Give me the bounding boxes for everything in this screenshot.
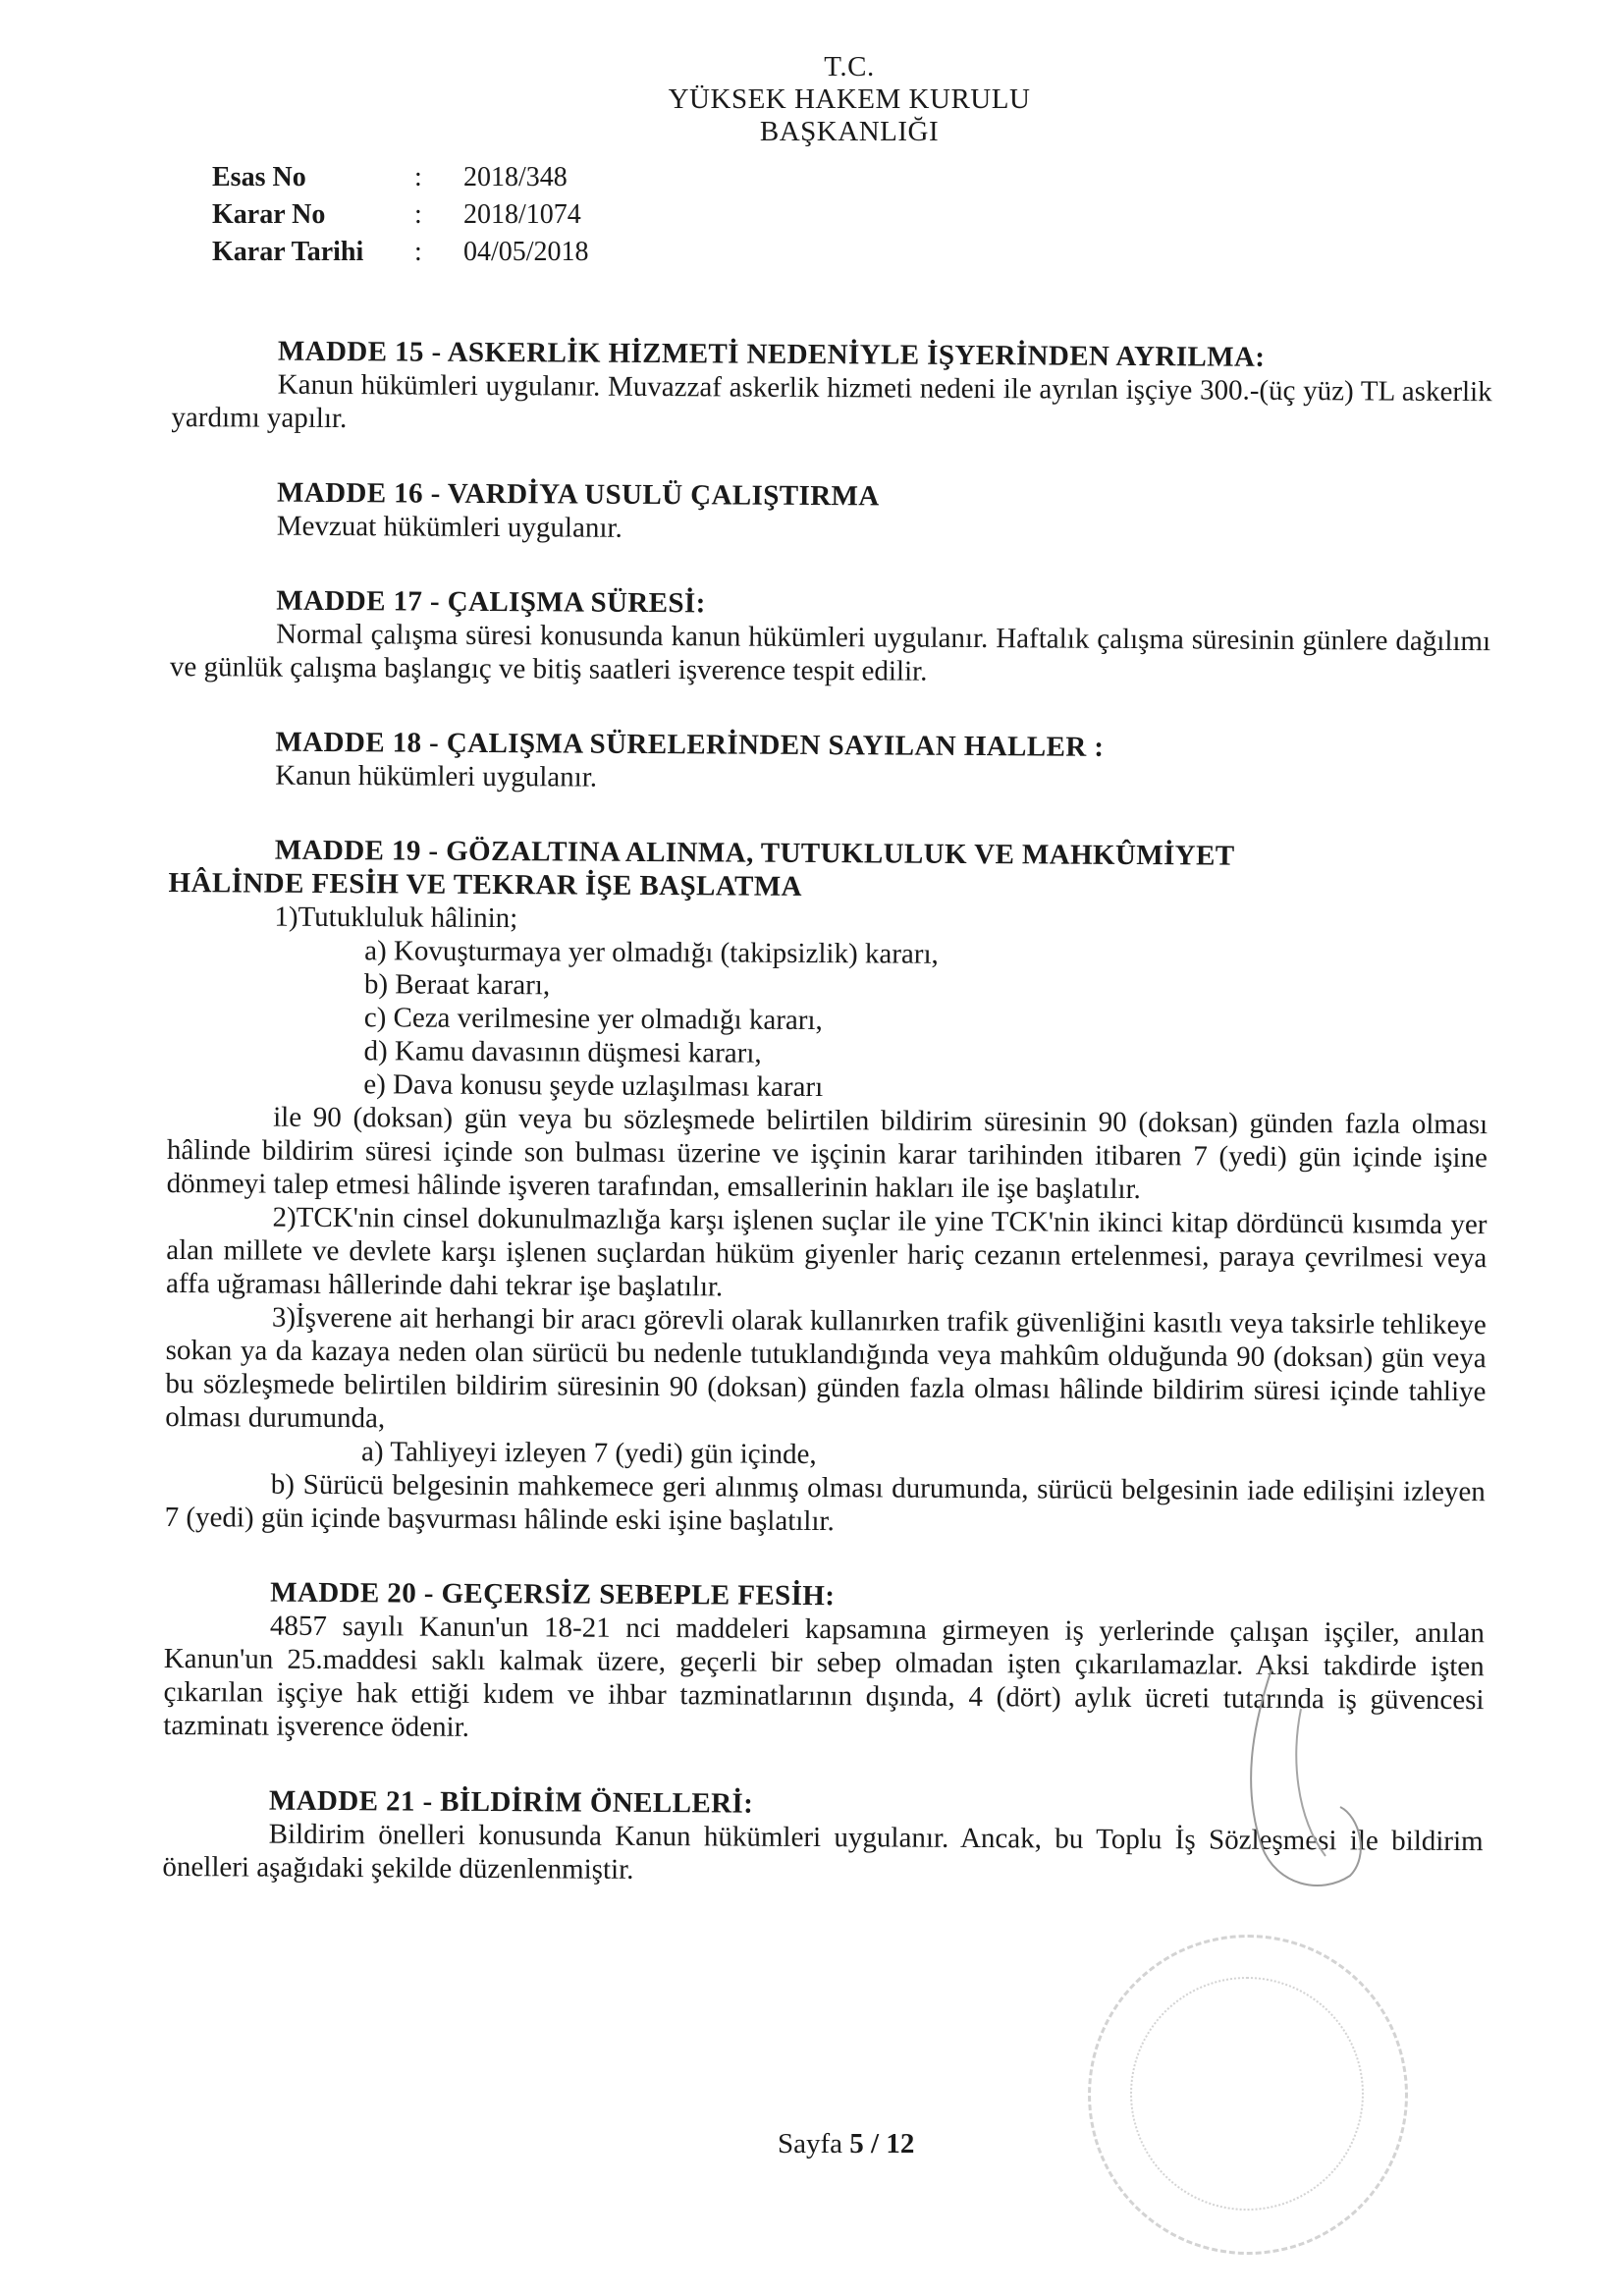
list-item: c) Ceza verilmesine yer olmadığı kararı, — [363, 1002, 823, 1037]
section-body: Kanun hükümleri uygulanır. Muvazzaf askerlik hizmeti nedeni ile ayrılan işçiye 300.-(üç yüz) TL askerlik yardımı yapılır. — [171, 368, 1492, 435]
list-item: a) Kovuşturmaya yer olmadığı (takipsizlik) kararı, — [364, 935, 939, 970]
list-item: e) Dava konusu şeyde uzlaşılması kararı — [363, 1068, 824, 1104]
official-seal — [1088, 1935, 1408, 2255]
section-body: Normal çalışma süresi konusunda kanun hükümleri uygulanır. Haftalık çalışma süresinin günlere dağılımı ve günlük çalışma başlangıç ve bitiş saatleri işverence tespit edilir. — [169, 618, 1491, 687]
meta-value: 2018/1074 — [463, 199, 581, 230]
meta-row-karar — [212, 196, 589, 234]
section-madde-15 — [171, 334, 1492, 442]
header-country: T.C. — [824, 51, 875, 82]
list-item: a) Tahliyeyi izleyen 7 (yedi) gün içinde, — [360, 1436, 817, 1471]
case-metadata — [212, 159, 589, 271]
section-body: Mevzuat hükümleri uygulanır. — [276, 510, 622, 544]
page-prefix: Sayfa — [778, 2128, 850, 2159]
section-heading: MADDE 15 - ASKERLİK HİZMETİ NEDENİYLE İŞYERİNDEN AYRILMA: — [277, 335, 1266, 373]
meta-row-tarih — [212, 234, 589, 271]
section-madde-18 — [169, 725, 1489, 799]
meta-label: Karar No — [212, 199, 326, 230]
handwritten-signature — [1232, 1650, 1389, 1905]
section-body: Bildirim önelleri konusunda Kanun hükümleri uygulanır. Ancak, bu Toplu İş Sözleşmesi ile bildirim önelleri aşağıdaki şekilde düzenlenmiştir. — [162, 1818, 1484, 1886]
section-heading: MADDE 18 - ÇALIŞMA SÜRELERİNDEN SAYILAN HALLER : — [275, 726, 1105, 763]
item-1-intro: 1)Tutukluluk hâlinin; — [274, 901, 518, 935]
meta-label: Esas No — [212, 162, 306, 192]
section-body: 4857 sayılı Kanun'un 18-21 nci maddeleri kapsamına girmeyen iş yerlerinde çalışan işçiler, anılan Kanun'un 25.maddesi saklı kalmak üzere, geçerli bir sebep olmadan işten çıkarılamazlar. Aksi takdirde işten çıkarılan işçiye hak ettiği kıdem ve ihbar tazminatlarının dışında, 4 (dört) aylık ücreti tutarında iş güvencesi tazminatı işverence ödenir. — [163, 1610, 1486, 1743]
item-3: 3)İşverene ait herhangi bir aracı görevli olarak kullanırken trafik güvenliğini kasıtlı veya taksirle tehlikeye sokan ya da kazaya neden olan sürücü bu nedenle tutuklandığında veya mahkûm olduğunda 90 (doksan) gün veya bu sözleşmede belirtilen bildirim süresinin 90 (doksan) günden fazla olması hâlinde bildirim süresi içinde tahliye olması durumunda, — [165, 1301, 1487, 1435]
header-office: BAŞKANLIĞI — [759, 116, 940, 147]
page-number — [778, 2128, 914, 2160]
page-total: 12 — [886, 2128, 915, 2159]
item-2: 2)TCK'nin cinsel dokunulmazlığa karşı işlenen suçlar ile yine TCK'nin ikinci kitap dördüncü kısımda yer alan millete ve devlete karşı işlenen suçlardan hüküm giyenler hariç cezanın ertelenmesi, paraya çevrilmesi veya affa uğraması hâllerinde dahi tekrar işe başlatılır. — [165, 1201, 1488, 1303]
section-heading: MADDE 21 - BİLDİRİM ÖNELLERİ: — [268, 1784, 754, 1820]
list-item: b) Beraat kararı, — [363, 968, 551, 1002]
meta-separator: : — [414, 199, 422, 230]
list-item: b) Sürücü belgesinin mahkemece geri alınmış olması durumunda, sürücü belgesinin iade edilişini izleyen 7 (yedi) gün içinde başvurması hâlinde eski işine başlatılır. — [164, 1468, 1486, 1538]
section-heading-continued: HÂLİNDE FESİH VE TEKRAR İŞE BAŞLATMA — [168, 866, 802, 902]
section-body: Kanun hükümleri uygulanır. — [275, 759, 598, 793]
page-current: 5 — [849, 2128, 864, 2159]
meta-value: 04/05/2018 — [463, 237, 589, 267]
section-heading: MADDE 16 - VARDİYA USULÜ ÇALIŞTIRMA — [276, 476, 880, 513]
section-heading: MADDE 19 - GÖZALTINA ALINMA, TUTUKLULUK VE MAHKÛMİYET — [274, 834, 1235, 872]
item-1-body: ile 90 (doksan) gün veya bu sözleşmede belirtilen bildirim süresinin 90 (doksan) günden fazla olması hâlinde bildirim süresi içinde son bulması üzerine ve işçinin karar tarihinden itibaren 7 (yedi) gün içinde işine dönmeyi talep etmesi hâlinde işveren tarafından, emsallerinin hakları ile işe başlatılır. — [166, 1101, 1488, 1206]
section-madde-16 — [171, 475, 1491, 550]
meta-separator: : — [414, 162, 422, 192]
meta-value: 2018/348 — [463, 162, 568, 192]
section-heading: MADDE 17 - ÇALIŞMA SÜRESİ: — [276, 584, 706, 620]
meta-label: Karar Tarihi — [212, 237, 364, 267]
header-institution: YÜKSEK HAKEM KURULU — [668, 83, 1031, 115]
section-heading: MADDE 20 - GEÇERSİZ SEBEPLE FESİH: — [270, 1576, 836, 1613]
section-madde-17 — [170, 583, 1491, 691]
document-header — [638, 51, 1060, 148]
meta-separator: : — [414, 237, 422, 267]
meta-row-esas — [212, 159, 589, 196]
list-item: d) Kamu davasının düşmesi kararı, — [363, 1035, 762, 1069]
section-madde-19 — [165, 833, 1489, 1542]
page-separator: / — [863, 2128, 887, 2159]
